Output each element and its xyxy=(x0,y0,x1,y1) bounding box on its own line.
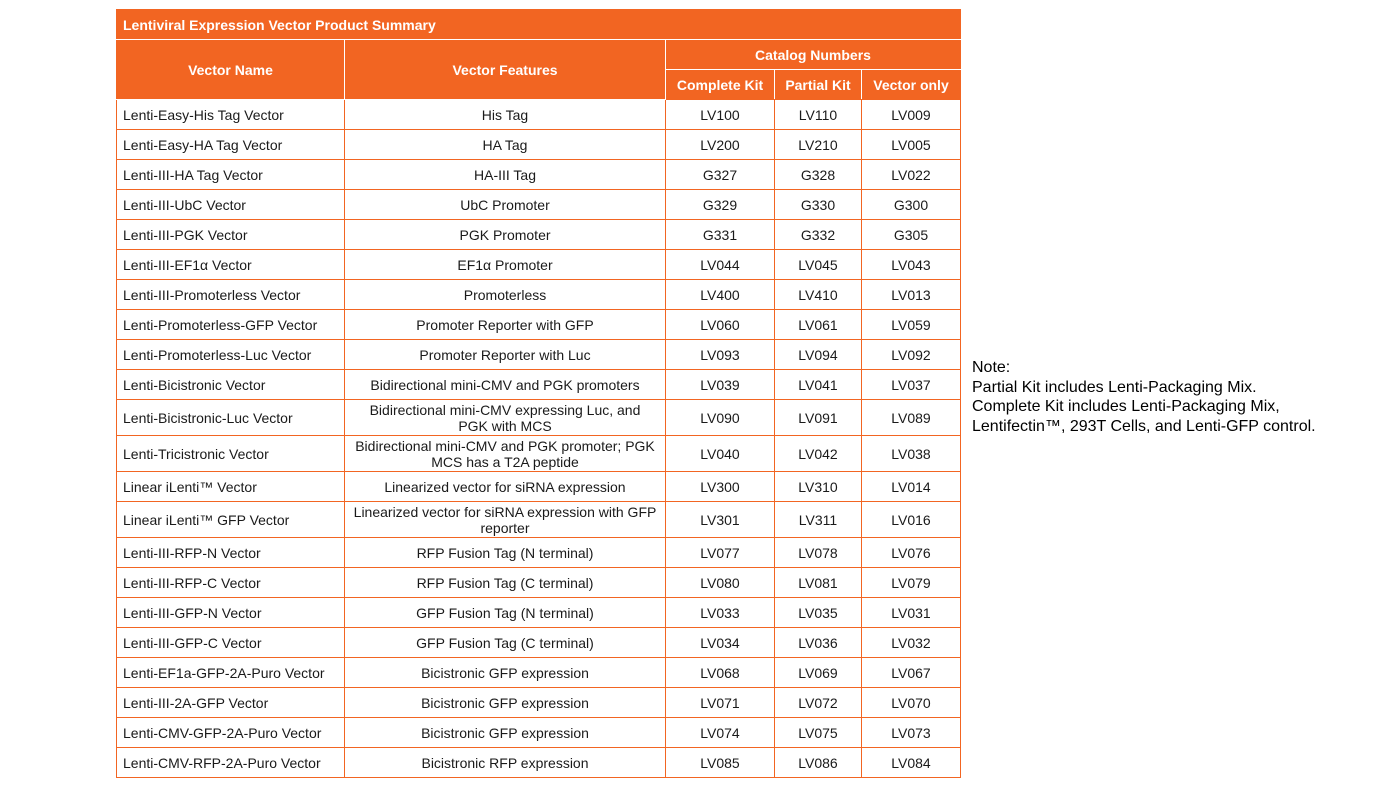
vector-name-cell: Lenti-III-PGK Vector xyxy=(117,220,345,250)
vector-features-cell: HA Tag xyxy=(345,130,666,160)
partial-kit-cell: LV069 xyxy=(775,658,862,688)
vector-only-cell: LV013 xyxy=(862,280,961,310)
vector-features-cell: Promoter Reporter with Luc xyxy=(345,340,666,370)
vector-name-cell: Lenti-III-RFP-N Vector xyxy=(117,538,345,568)
vector-features-cell: Bidirectional mini-CMV and PGK promoter; PGK MCS has a T2A peptide xyxy=(345,436,666,472)
vector-name-cell: Linear iLenti™ GFP Vector xyxy=(117,502,345,538)
table-row xyxy=(117,370,961,400)
table-row xyxy=(117,472,961,502)
table-title-row xyxy=(117,10,961,40)
vector-features-cell: Bicistronic GFP expression xyxy=(345,688,666,718)
complete-kit-cell: G329 xyxy=(666,190,775,220)
complete-kit-cell: LV200 xyxy=(666,130,775,160)
vector-only-cell: LV005 xyxy=(862,130,961,160)
complete-kit-cell: LV300 xyxy=(666,472,775,502)
complete-kit-cell: LV085 xyxy=(666,748,775,778)
complete-kit-cell: LV068 xyxy=(666,658,775,688)
partial-kit-cell: LV041 xyxy=(775,370,862,400)
note-line: Lentifectin™, 293T Cells, and Lenti-GFP control. xyxy=(972,417,1316,435)
table-row xyxy=(117,400,961,436)
vector-name-cell: Lenti-Easy-HA Tag Vector xyxy=(117,130,345,160)
vector-only-cell: LV089 xyxy=(862,400,961,436)
complete-kit-cell: LV301 xyxy=(666,502,775,538)
column-header-complete-kit: Complete Kit xyxy=(666,70,775,100)
table-row xyxy=(117,340,961,370)
complete-kit-cell: LV074 xyxy=(666,718,775,748)
note-heading: Note: xyxy=(972,359,1011,376)
vector-name-cell: Lenti-Bicistronic Vector xyxy=(117,370,345,400)
note-line: Complete Kit includes Lenti-Packaging Mix, xyxy=(972,398,1280,415)
vector-name-cell: Lenti-Easy-His Tag Vector xyxy=(117,100,345,130)
vector-name-cell: Lenti-III-Promoterless Vector xyxy=(117,280,345,310)
table-title: Lentiviral Expression Vector Product Summary xyxy=(117,10,961,40)
partial-kit-cell: LV110 xyxy=(775,100,862,130)
table-row xyxy=(117,502,961,538)
vector-features-cell: Bidirectional mini-CMV and PGK promoters xyxy=(345,370,666,400)
partial-kit-cell: G328 xyxy=(775,160,862,190)
vector-name-cell: Lenti-III-GFP-N Vector xyxy=(117,598,345,628)
complete-kit-cell: LV060 xyxy=(666,310,775,340)
vector-features-cell: GFP Fusion Tag (C terminal) xyxy=(345,628,666,658)
vector-only-cell: LV076 xyxy=(862,538,961,568)
complete-kit-cell: LV039 xyxy=(666,370,775,400)
vector-only-cell: LV084 xyxy=(862,748,961,778)
table-row xyxy=(117,436,961,472)
partial-kit-cell: LV035 xyxy=(775,598,862,628)
table-row xyxy=(117,538,961,568)
complete-kit-cell: LV080 xyxy=(666,568,775,598)
table-row xyxy=(117,748,961,778)
vector-only-cell: LV073 xyxy=(862,718,961,748)
table-body xyxy=(117,100,961,778)
vector-name-cell: Lenti-EF1a-GFP-2A-Puro Vector xyxy=(117,658,345,688)
vector-only-cell: LV092 xyxy=(862,340,961,370)
vector-only-cell: LV043 xyxy=(862,250,961,280)
vector-only-cell: LV014 xyxy=(862,472,961,502)
product-summary-table xyxy=(116,9,961,778)
vector-features-cell: Promoter Reporter with GFP xyxy=(345,310,666,340)
partial-kit-cell: G332 xyxy=(775,220,862,250)
vector-only-cell: LV079 xyxy=(862,568,961,598)
table-row xyxy=(117,310,961,340)
partial-kit-cell: LV311 xyxy=(775,502,862,538)
partial-kit-cell: LV036 xyxy=(775,628,862,658)
partial-kit-cell: LV042 xyxy=(775,436,862,472)
vector-name-cell: Lenti-III-RFP-C Vector xyxy=(117,568,345,598)
vector-features-cell: Bicistronic GFP expression xyxy=(345,718,666,748)
table-row xyxy=(117,568,961,598)
partial-kit-cell: LV091 xyxy=(775,400,862,436)
table-row xyxy=(117,130,961,160)
complete-kit-cell: LV090 xyxy=(666,400,775,436)
vector-only-cell: LV022 xyxy=(862,160,961,190)
partial-kit-cell: LV081 xyxy=(775,568,862,598)
partial-kit-cell: LV210 xyxy=(775,130,862,160)
partial-kit-cell: G330 xyxy=(775,190,862,220)
vector-name-cell: Lenti-III-GFP-C Vector xyxy=(117,628,345,658)
vector-only-cell: LV031 xyxy=(862,598,961,628)
vector-name-cell: Lenti-III-2A-GFP Vector xyxy=(117,688,345,718)
complete-kit-cell: LV034 xyxy=(666,628,775,658)
table-row xyxy=(117,220,961,250)
complete-kit-cell: LV040 xyxy=(666,436,775,472)
note-line: Partial Kit includes Lenti-Packaging Mix. xyxy=(972,378,1257,396)
table-header xyxy=(117,10,961,100)
vector-features-cell: EF1α Promoter xyxy=(345,250,666,280)
vector-features-cell: RFP Fusion Tag (N terminal) xyxy=(345,538,666,568)
partial-kit-cell: LV045 xyxy=(775,250,862,280)
table-row xyxy=(117,658,961,688)
table-row xyxy=(117,688,961,718)
table-row xyxy=(117,190,961,220)
vector-only-cell: LV067 xyxy=(862,658,961,688)
complete-kit-cell: LV044 xyxy=(666,250,775,280)
vector-features-cell: PGK Promoter xyxy=(345,220,666,250)
column-group-catalog-numbers: Catalog Numbers xyxy=(666,40,961,70)
partial-kit-cell: LV072 xyxy=(775,688,862,718)
vector-only-cell: LV009 xyxy=(862,100,961,130)
vector-name-cell: Lenti-III-EF1α Vector xyxy=(117,250,345,280)
vector-name-cell: Lenti-Bicistronic-Luc Vector xyxy=(117,400,345,436)
column-header-vector-name: Vector Name xyxy=(117,40,345,100)
vector-only-cell: LV037 xyxy=(862,370,961,400)
vector-features-cell: RFP Fusion Tag (C terminal) xyxy=(345,568,666,598)
vector-name-cell: Lenti-Tricistronic Vector xyxy=(117,436,345,472)
partial-kit-cell: LV078 xyxy=(775,538,862,568)
vector-features-cell: Promoterless xyxy=(345,280,666,310)
partial-kit-cell: LV086 xyxy=(775,748,862,778)
complete-kit-cell: LV077 xyxy=(666,538,775,568)
complete-kit-cell: G327 xyxy=(666,160,775,190)
partial-kit-cell: LV075 xyxy=(775,718,862,748)
complete-kit-cell: LV033 xyxy=(666,598,775,628)
vector-features-cell: Linearized vector for siRNA expression with GFP reporter xyxy=(345,502,666,538)
vector-features-cell: UbC Promoter xyxy=(345,190,666,220)
vector-features-cell: GFP Fusion Tag (N terminal) xyxy=(345,598,666,628)
complete-kit-cell: LV100 xyxy=(666,100,775,130)
vector-only-cell: LV016 xyxy=(862,502,961,538)
table-row xyxy=(117,100,961,130)
vector-features-cell: Bicistronic RFP expression xyxy=(345,748,666,778)
partial-kit-cell: LV410 xyxy=(775,280,862,310)
vector-only-cell: LV059 xyxy=(862,310,961,340)
table-row xyxy=(117,718,961,748)
note-box xyxy=(972,358,1372,436)
vector-name-cell: Lenti-III-HA Tag Vector xyxy=(117,160,345,190)
partial-kit-cell: LV094 xyxy=(775,340,862,370)
table-row xyxy=(117,280,961,310)
column-header-vector-features: Vector Features xyxy=(345,40,666,100)
vector-only-cell: G300 xyxy=(862,190,961,220)
vector-name-cell: Lenti-III-UbC Vector xyxy=(117,190,345,220)
vector-features-cell: His Tag xyxy=(345,100,666,130)
table-header-group-row xyxy=(117,40,961,70)
vector-name-cell: Lenti-CMV-GFP-2A-Puro Vector xyxy=(117,718,345,748)
vector-only-cell: LV038 xyxy=(862,436,961,472)
vector-features-cell: Linearized vector for siRNA expression xyxy=(345,472,666,502)
column-header-partial-kit: Partial Kit xyxy=(775,70,862,100)
table-row xyxy=(117,250,961,280)
partial-kit-cell: LV061 xyxy=(775,310,862,340)
vector-features-cell: HA-III Tag xyxy=(345,160,666,190)
vector-name-cell: Lenti-Promoterless-Luc Vector xyxy=(117,340,345,370)
complete-kit-cell: LV071 xyxy=(666,688,775,718)
vector-name-cell: Lenti-CMV-RFP-2A-Puro Vector xyxy=(117,748,345,778)
vector-name-cell: Linear iLenti™ Vector xyxy=(117,472,345,502)
complete-kit-cell: LV400 xyxy=(666,280,775,310)
partial-kit-cell: LV310 xyxy=(775,472,862,502)
complete-kit-cell: G331 xyxy=(666,220,775,250)
table-row xyxy=(117,628,961,658)
complete-kit-cell: LV093 xyxy=(666,340,775,370)
table-row xyxy=(117,598,961,628)
table-row xyxy=(117,160,961,190)
vector-features-cell: Bicistronic GFP expression xyxy=(345,658,666,688)
vector-only-cell: LV070 xyxy=(862,688,961,718)
column-header-vector-only: Vector only xyxy=(862,70,961,100)
vector-only-cell: LV032 xyxy=(862,628,961,658)
vector-features-cell: Bidirectional mini-CMV expressing Luc, and PGK with MCS xyxy=(345,400,666,436)
vector-only-cell: G305 xyxy=(862,220,961,250)
vector-name-cell: Lenti-Promoterless-GFP Vector xyxy=(117,310,345,340)
